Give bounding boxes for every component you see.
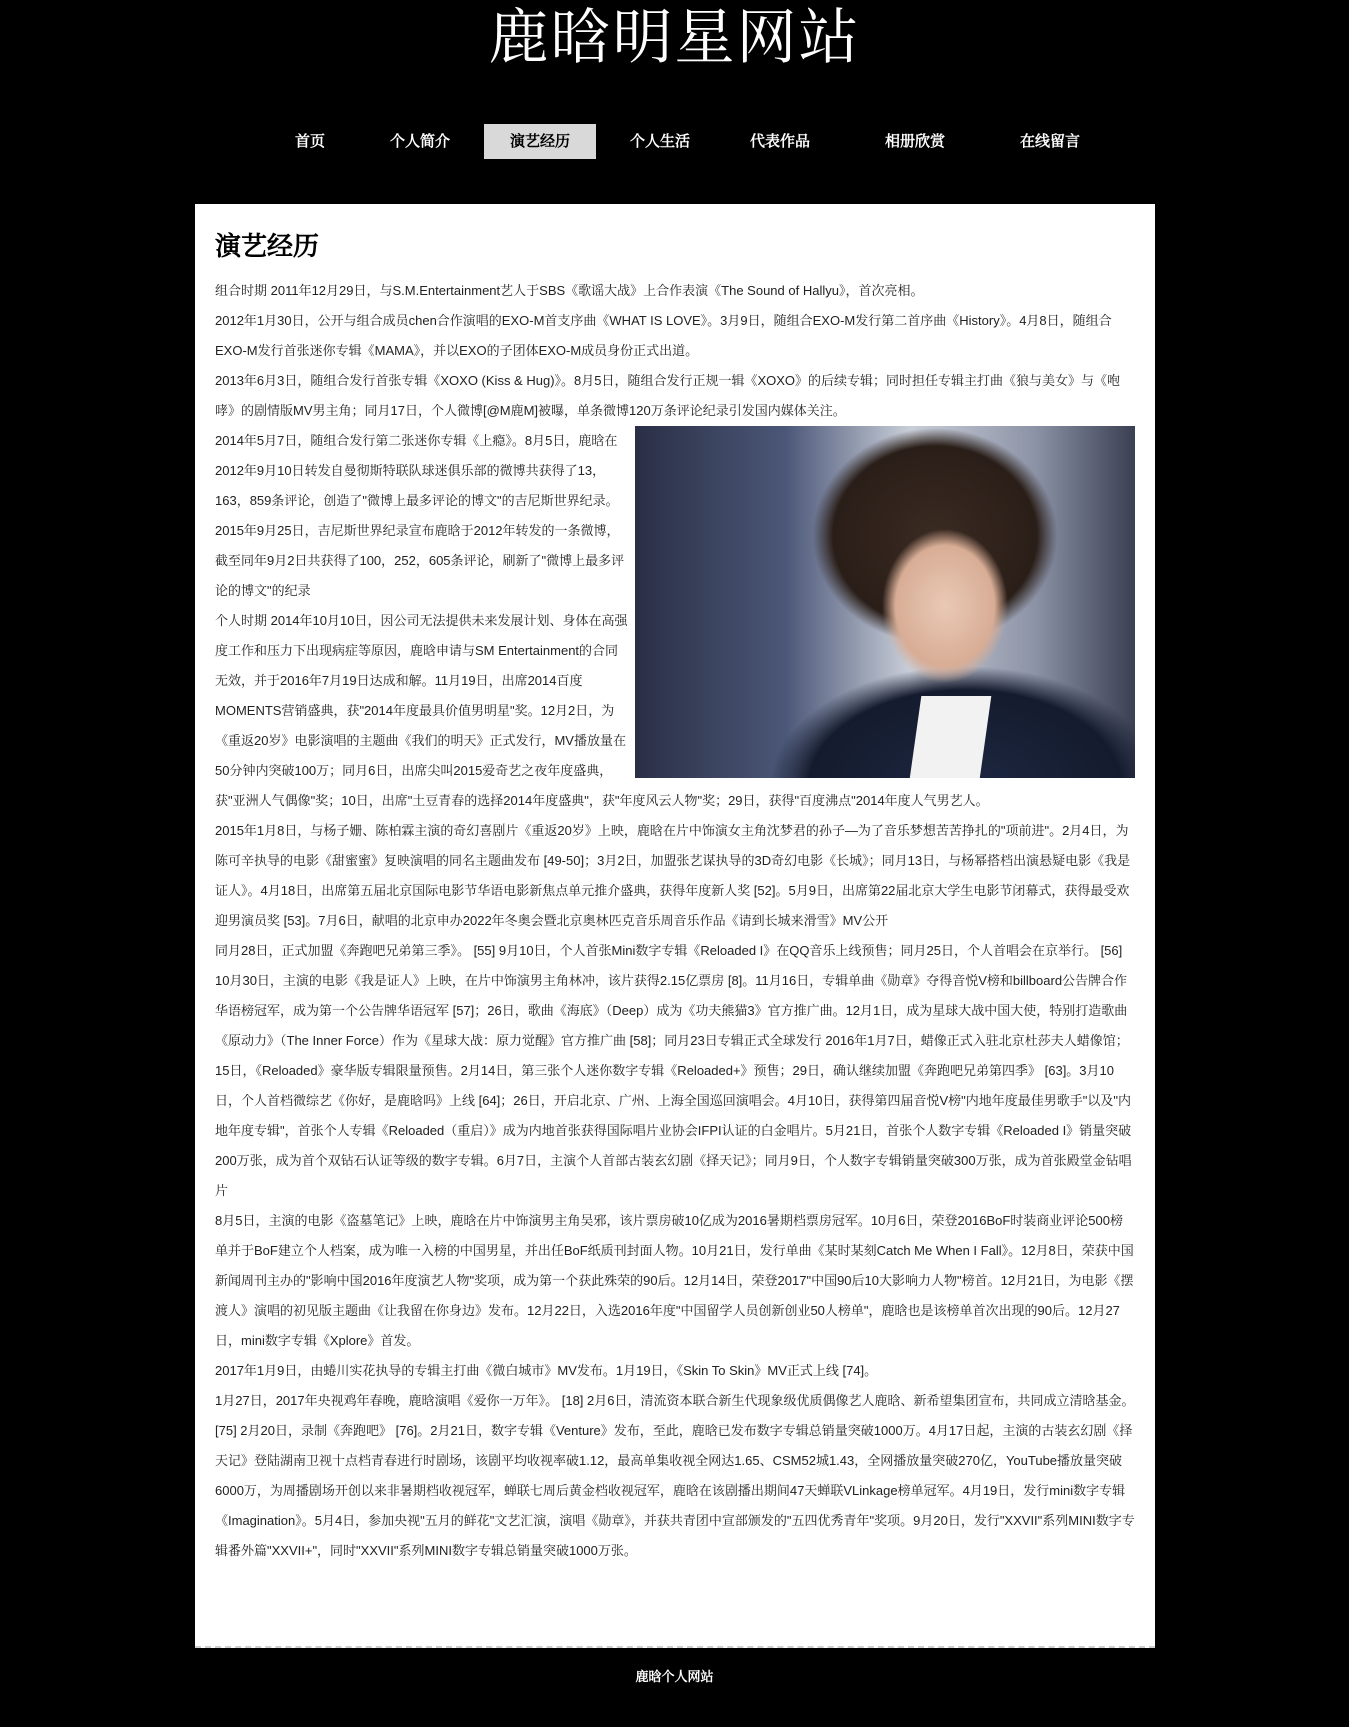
- paragraph: 同月28日，正式加盟《奔跑吧兄弟第三季》。 [55] 9月10日，个人首张Mini数字专辑《Reloaded I》在QQ音乐上线预售；同月25日，个人首唱会在京举行。 [56] 10月30日，主演的电影《我是证人》上映，在片中饰演男主角林冲，该片获得2.15亿票房 [8]。11月16日，专辑单曲《勋章》夺得音悦V榜和billboard公告牌合作华语榜冠军，成为第一个公告牌华语冠军 [57]；26日，歌曲《海底》（Deep）成为《功夫熊猫3》官方推广曲。12月1日，成为星球大战中国大使，特别打造歌曲《原动力》（The Inner Force）作为《星球大战：原力觉醒》官方推广曲 [58]；同月23日专辑正式全球发行 2016年1月7日，蜡像正式入驻北京杜莎夫人蜡像馆；15日，《Reloaded》豪华版专辑限量预售。2月14日，第三张个人迷你数字专辑《Reloaded+》预售；29日，确认继续加盟《奔跑吧兄弟第四季》 [63]。3月10日，个人首档微综艺《你好，是鹿晗吗》上线 [64]；26日，开启北京、广州、上海全国巡回演唱会。4月10日，获得第四届音悦V榜"内地年度最佳男歌手"以及"内地年度专辑"，首张个人专辑《Reloaded（重启）》成为内地首张获得国际唱片业协会IFPI认证的白金唱片。5月21日，首张个人数字专辑《Reloaded I》销量突破200万张，成为首个双钻石认证等级的数字专辑。6月7日，主演个人首部古装玄幻剧《择天记》；同月9日，个人数字专辑销量突破300万张，成为首张殿堂金钻唱片: [215, 943, 1132, 1198]
- nav-item-home[interactable]: 首页: [294, 133, 325, 150]
- nav-item-guestbook[interactable]: 在线留言: [1019, 133, 1080, 150]
- nav-item-profile[interactable]: 个人简介: [389, 133, 450, 150]
- main-content: [195, 204, 1155, 1648]
- nav-item-works[interactable]: 代表作品: [749, 133, 810, 150]
- portrait-photo: [635, 426, 1135, 778]
- main-nav: [0, 124, 1349, 159]
- paragraph: 2015年1月8日，与杨子姗、陈柏霖主演的奇幻喜剧片《重返20岁》上映，鹿晗在片中饰演女主角沈梦君的孙子—为了音乐梦想苦苦挣扎的"项前进"。2月4日，为陈可辛执导的电影《甜蜜蜜》复映演唱的同名主题曲发布 [49-50]；3月2日，加盟张艺谋执导的3D奇幻电影《长城》；同月13日，与杨幂搭档出演悬疑电影《我是证人》。4月18日，出席第五届北京国际电影节华语电影新焦点单元推介盛典，获得年度新人奖 [52]。5月9日，出席第22届北京大学生电影节闭幕式，获得最受欢迎男演员奖 [53]。7月6日，献唱的北京申办2022年冬奥会暨北京奥林匹克音乐周音乐作品《请到长城来滑雪》MV公开: [215, 823, 1131, 928]
- nav-item-career[interactable]: 演艺经历: [484, 124, 596, 159]
- site-title: 鹿晗明星网站: [488, 3, 861, 73]
- paragraph: 2013年6月3日，随组合发行首张专辑《XOXO (Kiss & Hug)》。8月5日，随组合发行正规一辑《XOXO》的后续专辑；同时担任专辑主打曲《狼与美女》与《咆哮》的剧情版MV男主角；同月17日，个人微博[@M鹿M]被曝，单条微博120万条评论纪录引发国内媒体关注。: [215, 373, 1121, 418]
- nav-item-gallery[interactable]: 相册欣赏: [884, 133, 945, 150]
- paragraph: 1月27日，2017年央视鸡年春晚，鹿晗演唱《爱你一万年》。 [18] 2月6日，清流资本联合新生代现象级优质偶像艺人鹿晗、新希望集团宣布，共同成立清晗基金。 [75] 2月20日，录制《奔跑吧》 [76]。2月21日，数字专辑《Venture》发布，至此，鹿晗已发布数字专辑总销量突破1000万。4月17日起，主演的古装玄幻剧《择天记》登陆湖南卫视十点档青春进行时剧场，该剧平均收视率破1.12，最高单集收视全网达1.65、CSM52城1.43，全网播放量突破270亿，YouTube播放量突破6000万，为周播剧场开创以来非暑期档收视冠军，蝉联七周后黄金档收视冠军，鹿晗在该剧播出期间47天蝉联VLinkage榜单冠军。4月19日，发行mini数字专辑《Imagination》。5月4日，参加央视"五月的鲜花"文艺汇演，演唱《勋章》，并获共青团中宣部颁发的"五四优秀青年"奖项。9月20日，发行"XXVII"系列MINI数字专辑番外篇"XXVII+"，同时"XXVII"系列MINI数字专辑总销量突破1000万张。: [215, 1393, 1135, 1558]
- paragraph: 个人时期 2014年10月10日，因公司无法提供未来发展计划、身体在高强度工作和压力下出现病症等原因，鹿晗申请与SM Entertainment的合同无效，并于2016年7月19日达成和解。11月19日，出席2014百度MOMENTS营销盛典，获"2014年度最具价值男明星"奖。12月2日，为《重返20岁》电影演唱的主题曲《我们的明天》正式发行，MV播放量在50分钟内突破100万；同月6日，出席尖叫2015爱奇艺之夜年度盛典，获"亚洲人气偶像"奖；10日，出席"土豆青春的选择2014年度盛典"，获"年度风云人物"奖；29日，获得"百度沸点"2014年度人气男艺人。: [215, 613, 989, 808]
- photo-detail: [909, 696, 992, 778]
- section-heading: 演艺经历: [215, 231, 320, 261]
- paragraph: 组合时期 2011年12月29日，与S.M.Entertainment艺人于SBS《歌谣大战》上合作表演《The Sound of Hallyu》，首次亮相。: [215, 283, 924, 298]
- footer-text: 鹿晗个人网站: [635, 1669, 714, 1684]
- paragraph: 2017年1月9日，由蜷川实花执导的专辑主打曲《微白城市》MV发布。1月19日，《Skin To Skin》MV正式上线 [74]。: [215, 1363, 878, 1378]
- paragraph: 8月5日，主演的电影《盗墓笔记》上映，鹿晗在片中饰演男主角吴邪，该片票房破10亿成为2016暑期档票房冠军。10月6日，荣登2016BoF时装商业评论500榜单并于BoF建立个人档案，成为唯一入榜的中国男星，并出任BoF纸质刊封面人物。10月21日，发行单曲《某时某刻Catch Me When I Fall》。12月8日，荣获中国新闻周刊主办的"影响中国2016年度演艺人物"奖项，成为第一个获此殊荣的90后。12月14日，荣登2017"中国90后10大影响力人物"榜首。12月21日，为电影《摆渡人》演唱的初见版主题曲《让我留在你身边》发布。12月22日，入选2016年度"中国留学人员创新创业50人榜单"，鹿晗也是该榜单首次出现的90后。12月27日，mini数字专辑《Xplore》首发。: [215, 1213, 1134, 1348]
- paragraph: 2012年1月30日，公开与组合成员chen合作演唱的EXO-M首支序曲《WHAT IS LOVE》。3月9日，随组合EXO-M发行第二首序曲《History》。4月8日，随组合EXO-M发行首张迷你专辑《MAMA》，并以EXO的子团体EXO-M成员身份正式出道。: [215, 313, 1112, 358]
- paragraph: 2014年5月7日，随组合发行第二张迷你专辑《上瘾》。8月5日，鹿晗在2012年9月10日转发自曼彻斯特联队球迷俱乐部的微博共获得了13，163，859条评论，创造了"微博上最多评论的博文"的吉尼斯世界纪录。 2015年9月25日，吉尼斯世界纪录宣布鹿晗于2012年转发的一条微博，截至同年9月2日共获得了100，252，605条评论，刷新了"微博上最多评论的博文"的纪录: [215, 433, 625, 598]
- nav-item-life[interactable]: 个人生活: [629, 133, 690, 150]
